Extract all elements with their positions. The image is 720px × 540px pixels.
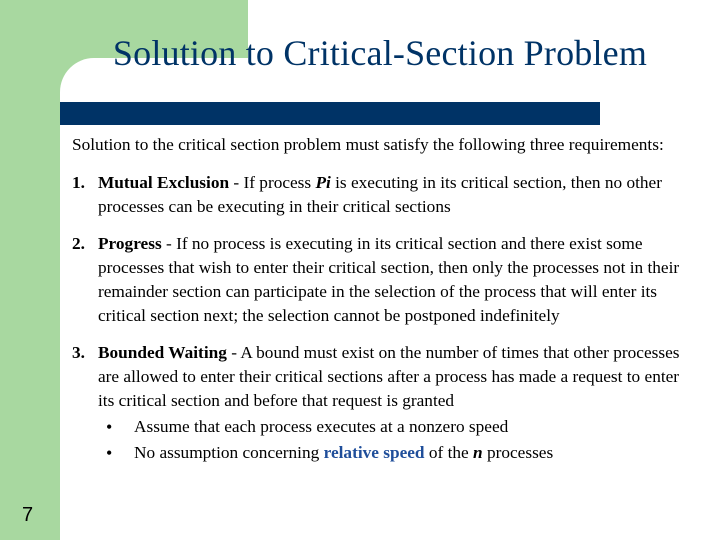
requirement-text: - If process	[229, 173, 316, 192]
sub-bullet-text: No assumption concerning	[134, 443, 324, 462]
requirement-number: 2.	[72, 234, 85, 253]
bullet-icon: •	[106, 417, 113, 437]
requirement-name: Mutual Exclusion	[98, 173, 230, 192]
sub-bullet-text: of the	[424, 443, 474, 462]
requirement-number: 3.	[72, 343, 85, 362]
requirement-text: is executing in its critical section, then no other processes can be executing in their critical sections	[98, 173, 662, 216]
requirement-item	[72, 341, 692, 465]
intro-text: Solution to the critical section problem must satisfy the following three requirements:	[72, 135, 664, 154]
highlighted-term: relative speed	[323, 443, 425, 462]
requirement-name: Progress	[98, 234, 162, 253]
sub-bullet	[98, 415, 692, 439]
requirement-number: 1.	[72, 173, 85, 192]
requirement-text: - If no process is executing in its critical section and there exist some processes that wish to enter their critical section, then only the processes not in their remainder section can participate in the selection of the process that will enter its critical section next; the selection cannot be postponed indefinitely	[98, 234, 680, 325]
requirement-text: - A bound must exist on the number of times that other processes are allowed to enter their critical sections after a process has made a request to enter its critical section and before that request is granted	[98, 343, 680, 410]
requirement-name: Bounded Waiting	[98, 343, 227, 362]
process-variable: Pi	[315, 173, 331, 192]
bullet-icon: •	[106, 443, 113, 463]
slide-title: Solution to Critical-Section Problem	[112, 33, 648, 73]
n-variable: n	[473, 443, 483, 462]
requirement-item	[72, 171, 692, 219]
page-number: 7	[22, 504, 34, 526]
title-underline-bar	[60, 102, 600, 125]
sub-bullet-text: Assume that each process executes at a nonzero speed	[134, 417, 509, 436]
sub-bullet	[98, 441, 692, 465]
sub-bullet-text: processes	[482, 443, 554, 462]
slide-content	[72, 133, 692, 467]
requirement-item	[72, 232, 692, 328]
